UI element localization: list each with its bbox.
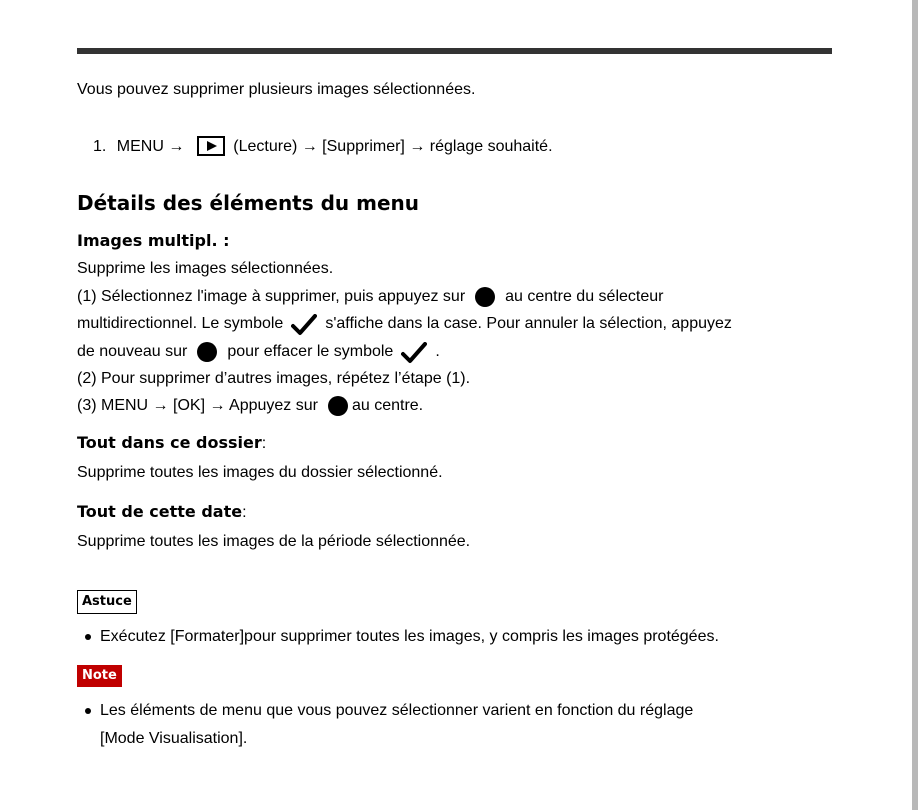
section-title: Détails des éléments du menu [77,191,420,215]
date-desc: Supprime toutes les images de la période sélectionnée. [77,533,471,550]
tip-text: Exécutez [Formater]pour supprimer toutes les images, y compris les images protégées. [100,628,719,645]
multi-line-4a: de nouveau sur [77,343,188,360]
date-colon: : [242,504,247,521]
multi-line-5: (2) Pour supprimer d’autres images, répétez l’étape (1). [77,370,471,387]
multi-line-3a: multidirectionnel. Le symbole [77,315,284,332]
note-label: Note [77,665,122,687]
note-bullet [85,708,91,714]
center-button-icon [197,342,217,362]
folder-heading [77,433,266,454]
multi-line-1: Supprime les images sélectionnées. [77,260,334,277]
note-text-1: Les éléments de menu que vous pouvez sélectionner varient en fonction du réglage [100,702,694,719]
multi-line-2 [77,287,663,307]
step-menu: MENU → [116,138,185,155]
multi-line-6 [77,396,423,416]
intro-text: Vous pouvez supprimer plusieurs images sélectionnées. [77,81,476,98]
center-button-icon [328,396,348,416]
tip-bullet [85,634,91,640]
multi-line-6b: au centre. [351,397,424,414]
page-edge [912,0,918,810]
multi-line-2b: au centre du sélecteur [505,288,664,305]
note-text-2: [Mode Visualisation]. [100,730,248,747]
date-heading [77,502,247,523]
step-rest: (Lecture) → [Supprimer] → réglage souhaité. [233,138,553,155]
multi-line-3b: s'affiche dans la case. Pour annuler la sélection, appuyez [325,315,732,332]
folder-title: Tout dans ce dossier [77,433,262,452]
center-button-icon [475,287,495,307]
multi-line-6a: (3) MENU → [OK] → Appuyez sur [77,397,318,414]
playback-icon [197,136,225,156]
multi-line-4c: . [435,343,440,360]
checkmark-icon [291,314,317,336]
folder-desc: Supprime toutes les images du dossier sélectionné. [77,464,443,481]
step-1 [93,136,553,157]
tip-label: Astuce [77,590,137,614]
multi-line-4b: pour effacer le symbole [227,343,394,360]
step-number: 1. [93,138,107,155]
top-rule [77,48,832,54]
multi-title: Images multipl. : [77,231,230,250]
checkmark-icon [401,342,427,364]
multi-line-4 [77,342,440,364]
folder-colon: : [261,435,267,452]
date-title: Tout de cette date [77,502,243,521]
multi-line-2a: (1) Sélectionnez l'image à supprimer, puis appuyez sur [77,288,466,305]
multi-line-3 [77,314,732,336]
